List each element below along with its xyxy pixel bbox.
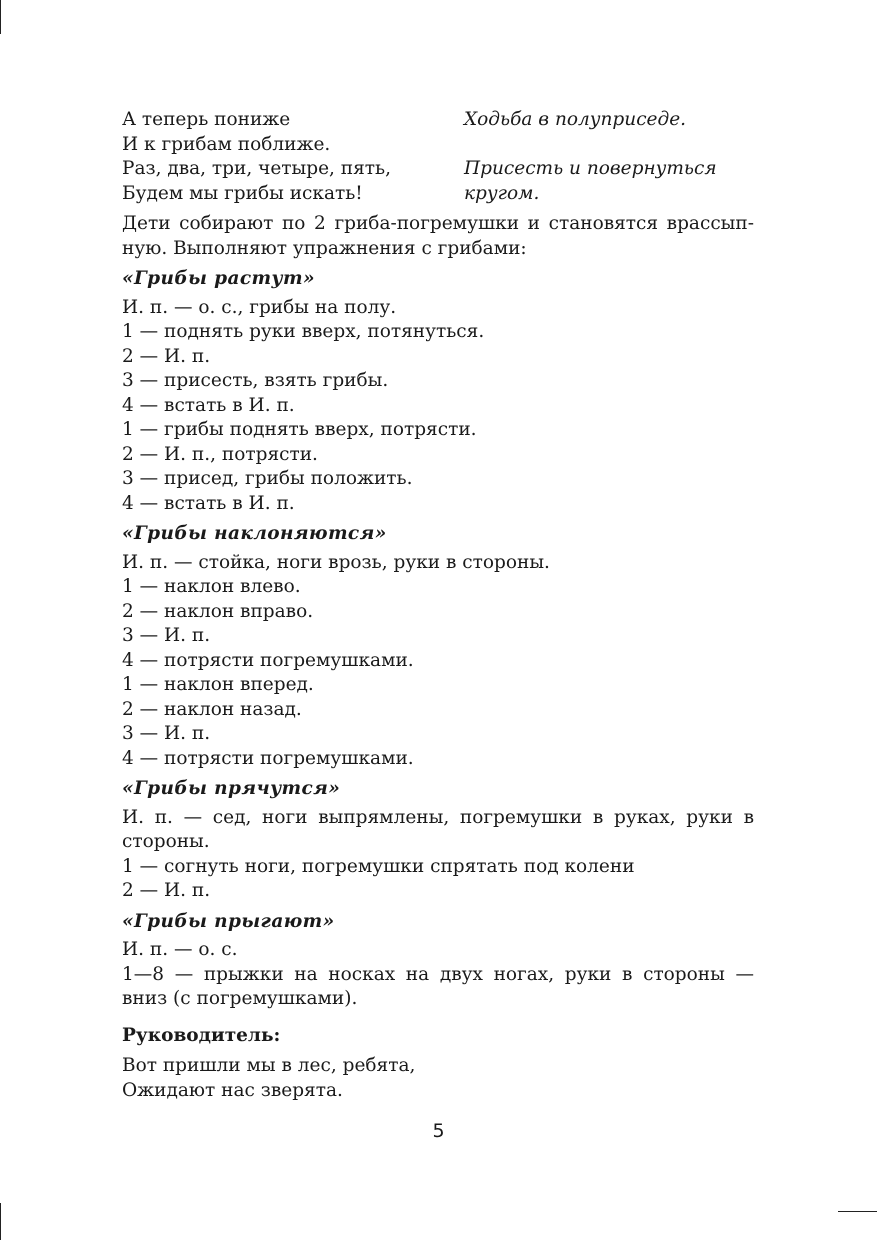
speaker-label: Руководитель: [122,1024,281,1046]
exercise-line: 1 — наклон вперед. [122,674,314,695]
exercise-line: 2 — наклон назад. [122,698,302,720]
exercise-line: 1 — согнуть ноги, погремушки спрятать под колени [122,855,635,877]
poem-line-note [464,133,754,158]
exercise-line: 4 — встать в И. п. [122,394,295,416]
exercise-line: 1—8 — прыжки на носках на двух ногах, руки в стороны — [122,963,754,985]
section-body [122,938,754,1012]
section-title: «Грибы прыгают» [122,910,335,932]
poem-line-note: Присесть и повернуться [464,158,717,179]
section-title: «Грибы прячутся» [122,778,341,799]
poem-line-note: Ходьба в полуприседе. [464,109,687,130]
section-title: «Грибы наклоняются» [122,523,387,544]
intro-paragraph [122,212,754,261]
section-body [122,296,754,517]
exercise-line: 2 — наклон вправо. [122,600,314,622]
exercise-line: И. п. — стойка, ноги врозь, руки в стороны. [122,551,550,573]
exercise-line: 1 — поднять руки вверх, потянуться. [122,321,485,342]
intro-line: Дети собирают по 2 гриба-погремушки и становятся врассып- [122,213,754,234]
exercise-line: стороны. [122,831,210,852]
exercise-line: 4 — встать в И. п. [122,492,295,514]
exercise-line: 4 — потрясти погремушками. [122,649,414,671]
exercise-line: вниз (с погремушками). [122,988,358,1009]
exercise-line: 2 — И. п. [122,880,211,901]
exercise-line: 1 — грибы поднять вверх, потрясти. [122,419,477,440]
exercise-line: 3 — присесть, взять грибы. [122,370,389,391]
exercise-line: 3 — присед, грибы положить. [122,468,413,489]
poem-line-left: А теперь пониже [122,109,291,130]
speech-line: Ожидают нас зверята. [122,1079,343,1101]
exercise-line: 3 — И. п. [122,625,211,646]
poem-line-note: кругом. [464,182,540,204]
crop-mark-bottom-left [0,1203,1,1240]
section-body [122,806,754,904]
intro-line: ную. Выполняют упражнения с грибами: [122,237,527,259]
speaker-lines [122,1054,754,1103]
section-title: «Грибы растут» [122,268,315,289]
exercise-line: И. п. — сед, ноги выпрямлены, погремушки в руках, руки в [122,806,754,828]
exercise-line: 3 — И. п. [122,723,211,744]
exercise-line: И. п. — о. с. [122,939,238,960]
poem-line-left: Раз, два, три, четыре, пять, [122,158,391,179]
poem-line-left: И к грибам поближе. [122,133,331,155]
page-number: 5 [432,1120,445,1142]
crop-mark-top-left [0,0,1,34]
exercise-line: 2 — И. п., потрясти. [122,443,318,465]
exercise-line: 2 — И. п. [122,345,211,367]
section-body [122,551,754,772]
crop-mark-bottom-right [838,1211,877,1212]
exercise-line: 4 — потрясти погремушками. [122,747,414,769]
exercise-line: 1 — наклон влево. [122,576,301,597]
page-body [122,108,754,1103]
poem [122,108,754,206]
speech-line: Вот пришли мы в лес, ребята, [122,1055,416,1076]
exercise-line: И. п. — о. с., грибы на полу. [122,296,397,318]
poem-line-left: Будем мы грибы искать! [122,182,363,204]
